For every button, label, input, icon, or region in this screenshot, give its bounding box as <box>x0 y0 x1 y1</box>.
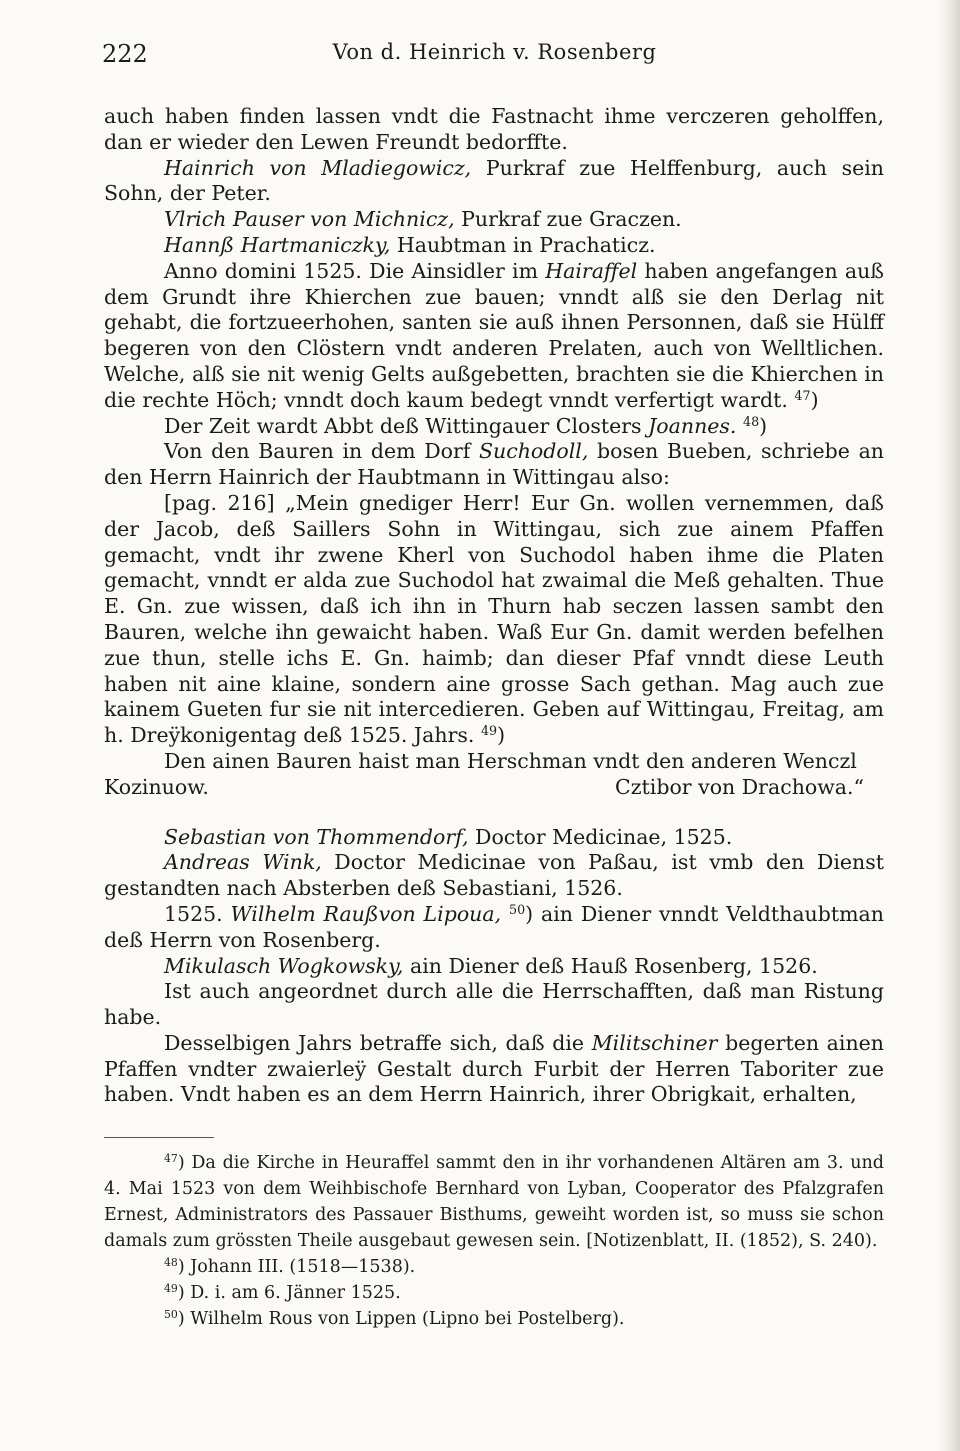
footnote-ref: 50 <box>509 901 526 917</box>
person-name: Andreas Wink, <box>164 850 322 875</box>
person-name: Hannß Hartmaniczky, <box>164 232 391 257</box>
footnote-text: Wilhelm Rous von Lippen (Lipno bei Postelberg). <box>190 1309 625 1329</box>
footnote: $^{50}$) Wilhelm Rous von Lippen (Lipno bei Postelberg). <box>164 1308 625 1329</box>
paragraph: auch haben finden lassen vndt die Fastnacht ihme verczeren geholffen, dan er wieder den Lewen Freundt bedorffte. <box>104 104 884 154</box>
paragraph: 1525. Wilhelm Raußvon Lipoua, $^{50}$) ain Diener vnndt Veldthaubtman deß Herrn von Rosenberg. <box>104 901 884 952</box>
person-name: Joannes. <box>648 413 737 438</box>
group-name: Militschiner <box>591 1030 718 1055</box>
paragraph: Der Zeit wardt Abbt deß Wittingauer Closters Joannes. $^{48}$) <box>164 413 768 438</box>
spacer <box>104 801 884 825</box>
footnote-mark: 50 <box>164 1308 178 1322</box>
paragraph: Hainrich von Mladiegowicz, Purkraf zue Helffenburg, auch sein Sohn, der Peter. <box>104 155 884 206</box>
footnotes <box>104 1150 884 1332</box>
footnote-mark: 49 <box>164 1282 178 1296</box>
paragraph: Den ainen Bauren haist man Herschman vndt den anderen Wenczl <box>164 748 857 773</box>
footnote-ref: 47 <box>794 387 811 403</box>
footnote-text: Johann III. (1518—1538). <box>190 1257 416 1277</box>
person-name: Wilhelm Raußvon Lipoua, <box>230 901 502 926</box>
page-edge-shadow <box>938 0 960 1451</box>
footnote-divider <box>104 1137 214 1138</box>
footnote-ref: 48 <box>742 413 760 429</box>
person-name: Vlrich Pauser von Michnicz, <box>164 207 455 232</box>
footnote-text: Da die Kirche in Heuraffel sammt den in ihr vorhandenen Altären am 3. und 4. Mai 1523 von dem Weihbischofe Bernhard von Lyban, Cooperator des Pfalzgrafen Ernest, Administrators des Passauer Bisthums, geweiht worden ist, so muss sie schon damals zum grössten Theile ausgebaut gewesen sein. [Notizenblatt, II. (1852), S. 240). <box>104 1153 884 1251</box>
footnote: $^{47}$) Da die Kirche in Heuraffel sammt den in ihr vorhandenen Altären am 3. und 4. Mai 1523 von dem Weihbischofe Bernhard von Lyban, Cooperator des Pfalzgrafen Ernest, Administrators des Passauer Bisthums, geweiht worden ist, so muss sie schon damals zum grössten Theile ausgebaut gewesen sein. [Notizenblatt, II. (1852), S. 240). <box>104 1152 884 1251</box>
paragraph: Ist auch angeordnet durch alle die Herrschafften, daß man Ristung habe. <box>104 979 884 1030</box>
paragraph: Anno domini 1525. Die Ainsidler im Hairaffel haben angefangen auß dem Grundt ihre Khierchen zue bauen; vnndt alß sie den Derlag nit gehabt, die fortzueerhohen, santen sie auß ihnen Personnen, daß sie Hülff begeren von den Clöstern vndt anderen Prelaten, auch von Welltlichen. Welche, alß sie nit wenig Gelts außgebetten, brachten sie die Khierchen in die rechte Höch; vnndt doch kaum bedegt vnndt verfertigt wardt. $^{47}$) <box>104 258 884 412</box>
letter-paragraph: [pag. 216] „Mein gnediger Herr! Eur Gn. wollen vernemmen, daß der Jacob, deß Saillers Sohn in Wittingau, sich zue ainem Pfaffen gemacht, vndt ihr zwene Kherl von Suchodol haben ihme die Platen gemacht, vnndt er alda zue Suchodol hat zwaimal die Meß gehalten. Thue E. Gn. zue wissen, daß ich ihn in Thurn hab seczen lassen sambt den Bauren, welche ihn gewaicht haben. Waß Eur Gn. damit werden befelhen zue thun, stelle ichs E. Gn. haimb; dan dieser Pfaf vnndt diese Leuth haben nit aine klaine, sondern aine grosse Sach gethan. Mag auch zue kainem Gueten fur sie nit intercedieren. Geben auf Wittingau, Freitag, am h. Dreÿkonigentag deß 1525. Jahrs. $^{49}$) <box>104 490 884 748</box>
place-name: Hairaffel <box>545 258 638 283</box>
footnote: $^{48}$) Johann III. (1518—1538). <box>164 1256 416 1277</box>
footnote-ref: 49 <box>480 723 498 739</box>
footnote-text: D. i. am 6. Jänner 1525. <box>190 1283 401 1303</box>
main-text <box>104 104 884 1108</box>
footnote-mark: 47 <box>164 1152 178 1166</box>
place-name: Suchodoll, <box>479 439 589 464</box>
paragraph: Desselbigen Jahrs betraffe sich, daß die Militschiner begerten ainen Pfaffen vndter zwaierleÿ Gestalt durch Furbit der Herren Taboriter zue haben. Vndt haben es an dem Herrn Hainrich, ihrer Obrigkait, erhalten, <box>104 1030 884 1107</box>
signature-right: Cztibor von Drachowa.“ <box>615 774 864 799</box>
footnote: $^{49}$) D. i. am 6. Jänner 1525. <box>164 1282 401 1303</box>
paragraph: Vlrich Pauser von Michnicz, Purkraf zue Graczen. <box>164 207 682 232</box>
person-name: Sebastian von Thommendorf, <box>164 824 469 849</box>
paragraph: Andreas Wink, Doctor Medicinae von Paßau, ist vmb den Dienst gestandten nach Absterben deß Sebastiani, 1526. <box>104 850 884 901</box>
page-number: 222 <box>102 40 148 68</box>
person-name: Mikulasch Wogkowsky, <box>164 953 404 978</box>
page-header <box>102 40 887 74</box>
person-name: Hainrich von Mladiegowicz, <box>164 155 472 180</box>
footnote-mark: 48 <box>164 1256 178 1270</box>
running-title: Von d. Heinrich v. Rosenberg <box>332 40 657 64</box>
paragraph: Sebastian von Thommendorf, Doctor Medicinae, 1525. <box>164 824 733 849</box>
paragraph: Von den Bauren in dem Dorf Suchodoll, bosen Bueben, schriebe an den Herrn Hainrich der Haubtmann in Wittingau also: <box>104 439 884 490</box>
paragraph: Hannß Hartmaniczky, Haubtman in Prachaticz. <box>164 232 656 257</box>
paragraph: Mikulasch Wogkowsky, ain Diener deß Hauß Rosenberg, 1526. <box>164 953 818 978</box>
signature-line <box>104 775 884 801</box>
signature-left: Kozinuow. <box>104 774 209 799</box>
